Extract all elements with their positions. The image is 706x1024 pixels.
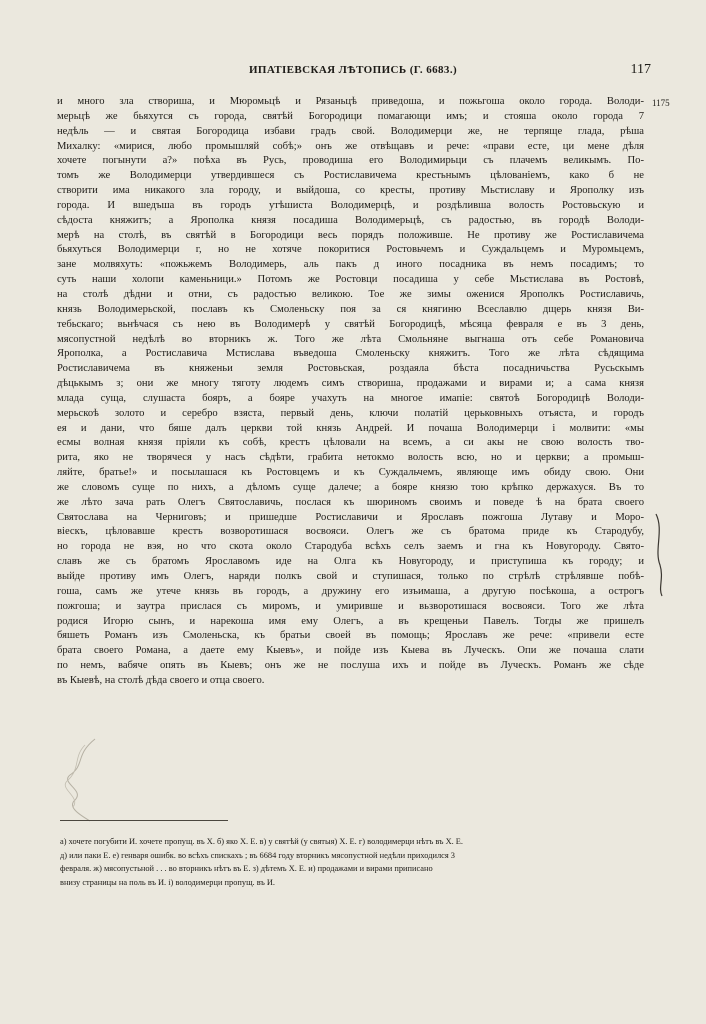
text-line: по немъ, вабяче опять въ Кыевъ; онъ же не послуша ихъ и пойде въ Луческъ. Романъ же сѣде <box>57 660 644 672</box>
text-line: суть наши холопи каменьници.» Потомъ же Ростовци посадиша у себе Мьстислава въ Ростовѣ, <box>57 274 644 286</box>
text-line: ея и дани, что бяше далъ церкви той князь Андрей. И почаша Володимерци і молвити: «мы <box>57 422 644 434</box>
text-line: гоша, самъ же утече князь въ городъ, а дружину его изъимаша, а другую посѣкоша, а острогъ <box>57 585 644 597</box>
text-line: мерѣ на столѣ, въ святѣй в Богородици весь порядъ положивше. Не противу же Ростиславичема <box>57 229 644 241</box>
text-line: есмы волная князя прiяли къ собѣ, крестъ цѣловали на всемъ, а си акы не свою волость тво- <box>57 437 644 449</box>
text-line: бьяхуться Володимерци г, но не хотяче покоритися Ростовьчемъ и Суждальцемъ и Муромьцемъ, <box>57 244 644 256</box>
text-line: на столѣ дѣдни и отни, съ радостью великою. Тое же зимы оженися Ярополкъ Ростиславичь, <box>57 288 644 300</box>
text-line: пожгоша; и заутра прислася съ миромъ, и умиривше и вьзворотишася восвояси. Того же лѣта <box>57 600 644 612</box>
text-line: недѣль — и святая Богородица избави градъ свой. Володимерци же, не терпяще глада, рѣша <box>57 125 644 137</box>
text-line: въ Кыевѣ, на столѣ дѣда своего и отца своего. <box>57 674 265 686</box>
text-line: сѣдоста княжитъ; а Ярополка князя посадиша Володимерьцѣ, съ радостью, въ городѣ Володи- <box>57 214 644 226</box>
main-text-block <box>57 95 644 689</box>
text-line: рита, яко не творячеся у насъ сѣдѣти, грабита нетокмо волость всю, но и церкви; а промыш- <box>57 452 644 464</box>
text-line: брата своего Романа, а даете ему Кыевъ», и пойде изъ Кыева въ Луческъ. Опи же почаша слати <box>57 645 644 657</box>
text-line: же словомъ суще по нихъ, а дѣломъ суще далече; а бояре князю тою крѣпко держахуся. Въ то <box>57 481 644 493</box>
page-number: 117 <box>630 62 651 77</box>
text-line: томъ же Володимерци утвердившеся съ Ростиславичема крестьнымъ цѣлованіемъ, како б не <box>57 170 644 182</box>
text-line: бяшеть Романъ изъ Смоленьска, къ братьи своей въ помощь; Ярославъ же рече: «привели есте <box>57 630 644 642</box>
text-line: города. И вшедъша въ городъ утѣшиста Володимерцѣ, и роздѣливша волость Ростовьскую и <box>57 199 644 211</box>
text-line: тебьскаго; вьнѣчася съ нею въ Володимерѣ у святѣй Богородицѣ, мѣсяца февраля е въ 3 день, <box>57 318 644 330</box>
text-line: створити има никакого зла городу, и выйдоша, со кресты, противу Мьстиславу и Ярополку изъ <box>57 185 644 197</box>
text-line: дѣцькымъ з; они же многу тяготу людемъ симъ створиша, продажами и вирами и; а сама князя <box>57 378 644 390</box>
text-line: но города не вэя, но что скота около Стародуба всѣхъ селъ заемъ и гна къ Новугороду. Свято- <box>57 541 644 553</box>
text-line: ляйте, братье!» и посылашася къ Ростовцемъ и къ Суждальчемъ, являюще имъ обиду свою. Они <box>57 467 644 479</box>
footnote-line: а) хочете погубити И. хочете пропущ. въ Х. б) яко Х. Е. в) у святѣй (у святыя) Х. Е. г) володимерци нѣтъ въ Х. Е. <box>60 837 464 846</box>
margin-year-note: 1175 <box>652 98 670 108</box>
running-header: ИПАТІЕВСКАЯ ЛѢТОПИСЬ (Г. 6683.) <box>248 64 458 76</box>
footnote-separator <box>60 820 228 821</box>
text-line: мерьскоѣ золото и серебро взяста, первый день, ключи полатій церьковныхъ отъяста, и городъ <box>57 407 644 419</box>
text-line: и много зла створиша, и Мюромьцѣ и Рязаньцѣ приведоша, и пожьгоша около города. Володи- <box>57 96 644 107</box>
footnotes-block <box>60 835 645 889</box>
text-line: славъ же съ братомъ Ярославомъ иде на Олга къ Новугороду, и приступиша къ городу; и <box>57 556 644 568</box>
text-line: мясопустной недѣлѣ во вторникъ ж. Того же лѣта Смольняне выгнаша отъ себе Романовича <box>57 333 644 345</box>
text-line: хочете погынути а?» поѣха въ Русь, проводиша его Володимирьци съ плачемъ великымъ. По- <box>57 155 644 167</box>
text-line: Михалку: «мирися, любо промышляй собѣ;» онъ же отвѣщавъ и рече: «прави есте, ци мене дѣля <box>57 140 644 152</box>
text-line: родися Игорю сынъ, и нарекоша имя ему Олегъ, а въ крещеньи Павелъ. Тогды же пришелъ <box>57 615 644 627</box>
text-line: віескъ, цѣловавше крестъ возворотишася восвояси. Олегъ же съ братома приде къ Стародубу, <box>57 526 644 538</box>
text-line: Ярополка, а Ростиславича Мстислава въведоша Смоленьску княжитъ. Того же лѣта сѣдящима <box>57 348 644 360</box>
text-line: князь Володимерьской, пославъ къ Смоленьску поя за ся княгиню Всеславлю дщерь князя Ви- <box>57 303 644 315</box>
text-line: Ростиславичема въ княженьи земля Ростовьская, роздаяла бѣста посадничьства Русьскымъ <box>57 363 644 375</box>
footnote-line: внизу страницы на поль въ И. і) володимерци пропущ. въ И. <box>60 877 276 887</box>
margin-pen-mark <box>650 510 672 600</box>
text-line: же лѣто зача рать Олегъ Святославичь, послася къ шюриномъ своимъ и поведе ѣ на брата своего <box>57 496 644 508</box>
text-line: выйде противу имъ Олегъ, наряди полкъ свой и ступишася, только по стрѣлѣ стрѣлявше побѣ- <box>57 571 644 582</box>
text-line: Святослава на Черниговъ; и пришедше Ростиславичи и Ярославъ пожгоша Лутаву и Моро- <box>57 511 644 523</box>
margin-doodle <box>55 735 115 825</box>
footnote-line: д) или паки Е. е) генваря ошибк. во всѣхъ спискахъ ; въ 6684 году вторникъ мясопустной недѣли приходился 3 <box>60 850 455 860</box>
text-line: млада суща, слушаста бояръ, а бояре учахуть на многое имапіе: святоѣ Богородицѣ Володи- <box>57 392 644 404</box>
text-line: зане молвяхуть: «пожьжемъ Володимерь, аль пакъ д иного посадника въ немъ посадимъ; то <box>57 259 644 271</box>
footnote-line: февраля. ж) мясопустьной . . . во вторникъ нѣтъ въ Е. з) дѣтемъ Х. Е. и) продажами и вирами приписано <box>60 864 433 873</box>
text-line: мерьцѣ же бьяхутся съ города, святѣй Богородици помагающи имъ; и стояша около города 7 <box>57 110 644 122</box>
